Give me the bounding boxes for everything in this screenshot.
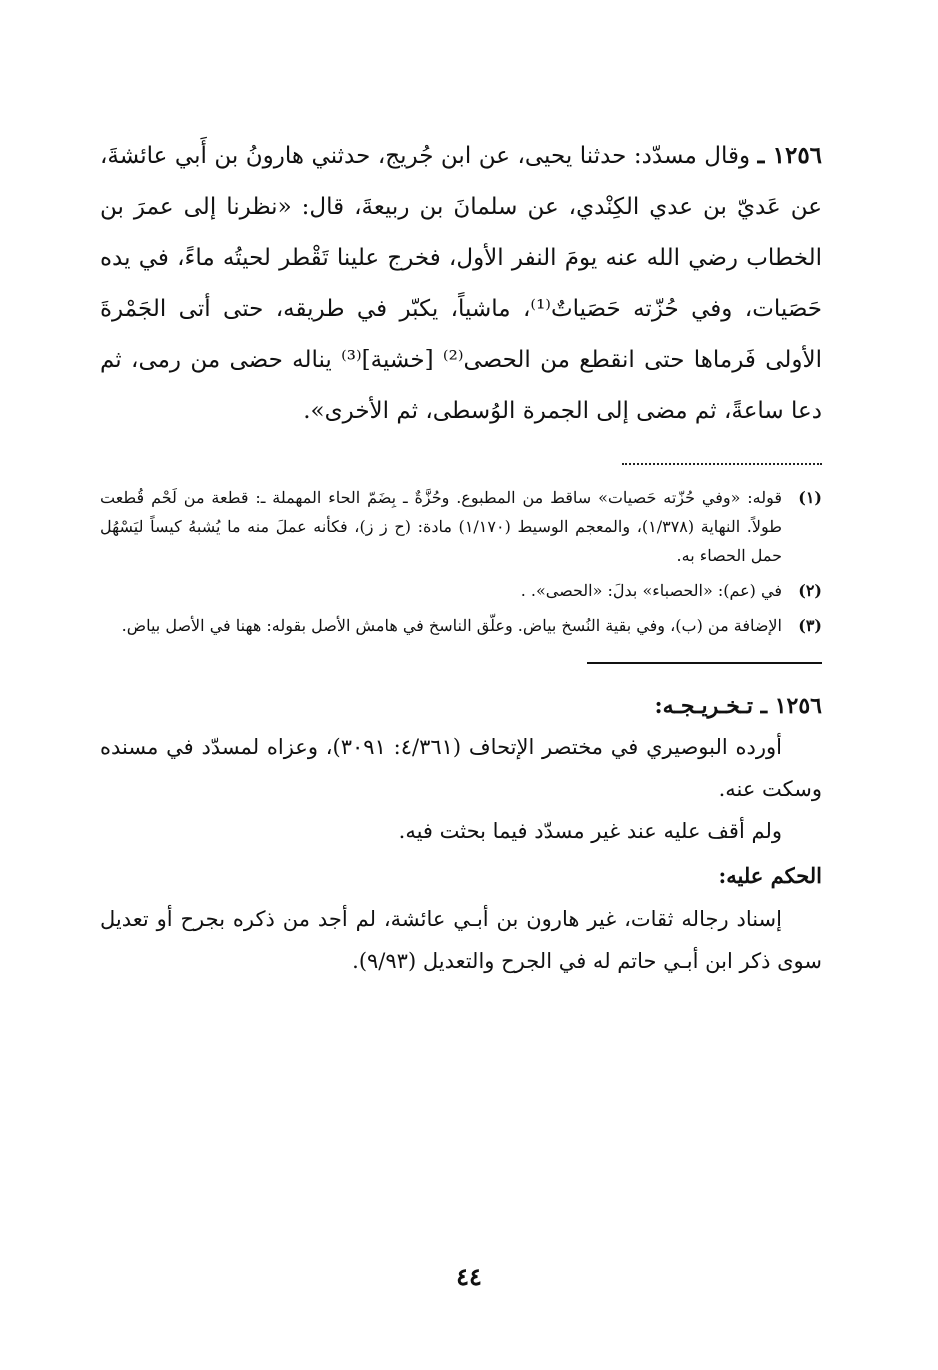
hadith-number: ١٢٥٦ ـ [757,142,823,169]
footnote-text: قوله: «وفي حُزّته حَصيات» ساقط من المطبوع. وحُزَّةٌ ـ بِضَمّ الحاء المهملة ـ: قطعة من لَحْم قُطعت طولاً. النهاية (١/٣٧٨)، والمعجم الوسيط (١/١٧٠) مادة: (ح ز ز)، فكأنه عملَ منه ما يُشبهُ كيساً ليَسْهُل حمل الحصاء به. [100,488,783,565]
hukm-heading: الحكم عليه: [718,863,822,888]
footnote-text: الإضافة من (ب)، وفي بقية النُسخ بياض. وعلّق الناسخ في هامش الأصل بقوله: ههنا في الأصل بياض. [121,616,782,635]
hukm-paragraph: إسناد رجاله ثقات، غير هارون بن أبـي عائشة، لم أجد من ذكره بجرح أو تعديل سوى ذكر ابن أبـي حاتم له في الجرح والتعديل (٩/٩٣). [100,907,822,973]
hadith-block [100,130,822,437]
hadith-paragraph [100,130,822,437]
footnote-number: (١) [798,488,822,507]
footnote-text: في (عم): «الحصباء» بدلَ: «الحصى». . [520,581,782,600]
hukm-body [100,898,822,982]
footnote-separator [622,449,822,465]
page-content [100,130,822,982]
footnote [100,611,822,640]
takhrij-paragraph: أورده البوصيري في مختصر الإتحاف (٤/٣٦١: ٣٠٩١)، وعزاه لمسدّد في مسنده وسكت عنه. [100,735,822,801]
hadith-text: وقال مسدّد: حدثنا يحيى، عن ابن جُريج، حدثني هارونُ بن أَبي عائشةَ، عن عَديّ بن عدي الكِنْدي، عن سلمانَ بن ربيعةَ، قال: «نظرنا إلى عمرَ بن الخطاب رضي الله عنه يومَ النفر الأول، فخرج علينا تَقْطر لحيتُه ماءً، في يده حَصَيات، وفي حُزّته حَصَياتٌ⁽¹⁾، ماشياً، يكبّر في طريقه، حتى أتى الجَمْرةَ الأولى فَرماها حتى انقطع من الحصى⁽²⁾ [خشية]⁽³⁾ يناله حضى من رمى، ثم دعا ساعةً، ثم مضى إلى الجمرة الوُسطى، ثم الأخرى». [100,143,822,424]
takhrij-heading: ١٢٥٦ ـ تـخـريـجـه: [654,693,822,719]
section-divider [587,662,822,664]
footnote-number: (٢) [798,581,822,600]
footnotes [100,483,822,640]
takhrij-body [100,726,822,852]
footnote [100,483,822,570]
footnote [100,576,822,605]
footnote-number: (٣) [798,616,822,635]
page-number: ٤٤ [456,1262,482,1291]
takhrij-paragraph: ولم أقف عليه عند غير مسدّد فيما بحثت فيه. [398,819,782,843]
